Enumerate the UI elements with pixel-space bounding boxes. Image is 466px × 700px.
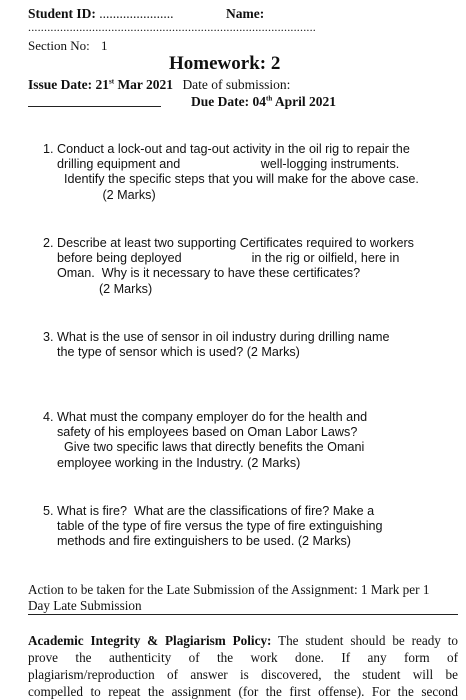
late-submission-line: Action to be taken for the Late Submission of the Assignment: 1 Mark per 1 xyxy=(28,582,430,597)
question-4-line: Give two specific laws that directly benefits the Omani xyxy=(43,440,365,455)
due-date: Due Date: 04th April 2021 xyxy=(191,94,336,109)
plagiarism-policy xyxy=(28,632,458,700)
question-3-line: the type of sensor which is used? (2 Marks) xyxy=(43,345,300,360)
policy-heading: Academic Integrity & Plagiarism Policy: xyxy=(28,633,272,648)
question-3-line: 3. What is the use of sensor in oil industry during drilling name xyxy=(43,330,390,344)
question-1 xyxy=(43,142,419,203)
issue-date-row xyxy=(28,77,290,93)
question-2-line: before being deployed in the rig or oilfield, here in xyxy=(43,251,400,266)
policy-line: Academic Integrity & Plagiarism Policy: The student should be ready to xyxy=(28,633,458,648)
page-title: Homework: 2 xyxy=(169,53,281,74)
question-5 xyxy=(43,504,383,550)
question-5-line: methods and fire extinguishers to be used. (2 Marks) xyxy=(43,534,351,549)
question-1-line: (2 Marks) xyxy=(43,187,156,202)
late-submission-note xyxy=(28,582,429,614)
policy-line: compelled to repeat the assignment (for the first offense). For the second xyxy=(28,684,458,699)
section-row xyxy=(28,38,108,54)
question-1-line: 1. Conduct a lock-out and tag-out activity in the oil rig to repair the xyxy=(43,142,410,156)
question-3 xyxy=(43,330,390,360)
policy-line: plagiarism/reproduction of answer is discovered, the student will be xyxy=(28,667,458,682)
question-2-line: (2 Marks) xyxy=(43,281,153,296)
question-2 xyxy=(43,236,414,297)
date-of-submission-label: Date of submission: xyxy=(182,77,291,92)
question-1-line: drilling equipment and well-logging instruments. xyxy=(43,157,400,172)
question-4 xyxy=(43,410,367,471)
question-5-line: 5. What is fire? What are the classifications of fire? Make a xyxy=(43,504,375,518)
question-5-line: table of the type of fire versus the type of fire extinguishing xyxy=(43,519,383,534)
name-label: Name: xyxy=(226,6,265,21)
question-2-line: Oman. Why is it necessary to have these certificates? xyxy=(43,266,361,281)
dotted-divider: .......................................................................................... xyxy=(28,20,316,34)
late-submission-line: Day Late Submission xyxy=(28,598,142,613)
issue-date: Issue Date: 21st Mar 2021 xyxy=(28,77,174,92)
signature-line xyxy=(28,106,161,107)
question-2-line: 2. Describe at least two supporting Certificates required to workers xyxy=(43,236,414,250)
section-label: Section No: xyxy=(28,38,90,53)
policy-line: prove the authenticity of the work done. If any form of xyxy=(28,650,458,665)
question-4-line: employee working in the Industry. (2 Marks) xyxy=(43,455,301,470)
student-id-label: Student ID: xyxy=(28,6,96,21)
section-value: 1 xyxy=(101,38,108,53)
question-4-line: 4. What must the company employer do for the health and xyxy=(43,410,368,424)
student-id-blank: ...................... xyxy=(99,6,174,21)
question-4-line: safety of his employees based on Oman Labor Laws? xyxy=(43,425,358,440)
question-1-line: Identify the specific steps that you will make for the above case. xyxy=(43,172,419,187)
section-divider xyxy=(28,614,458,615)
